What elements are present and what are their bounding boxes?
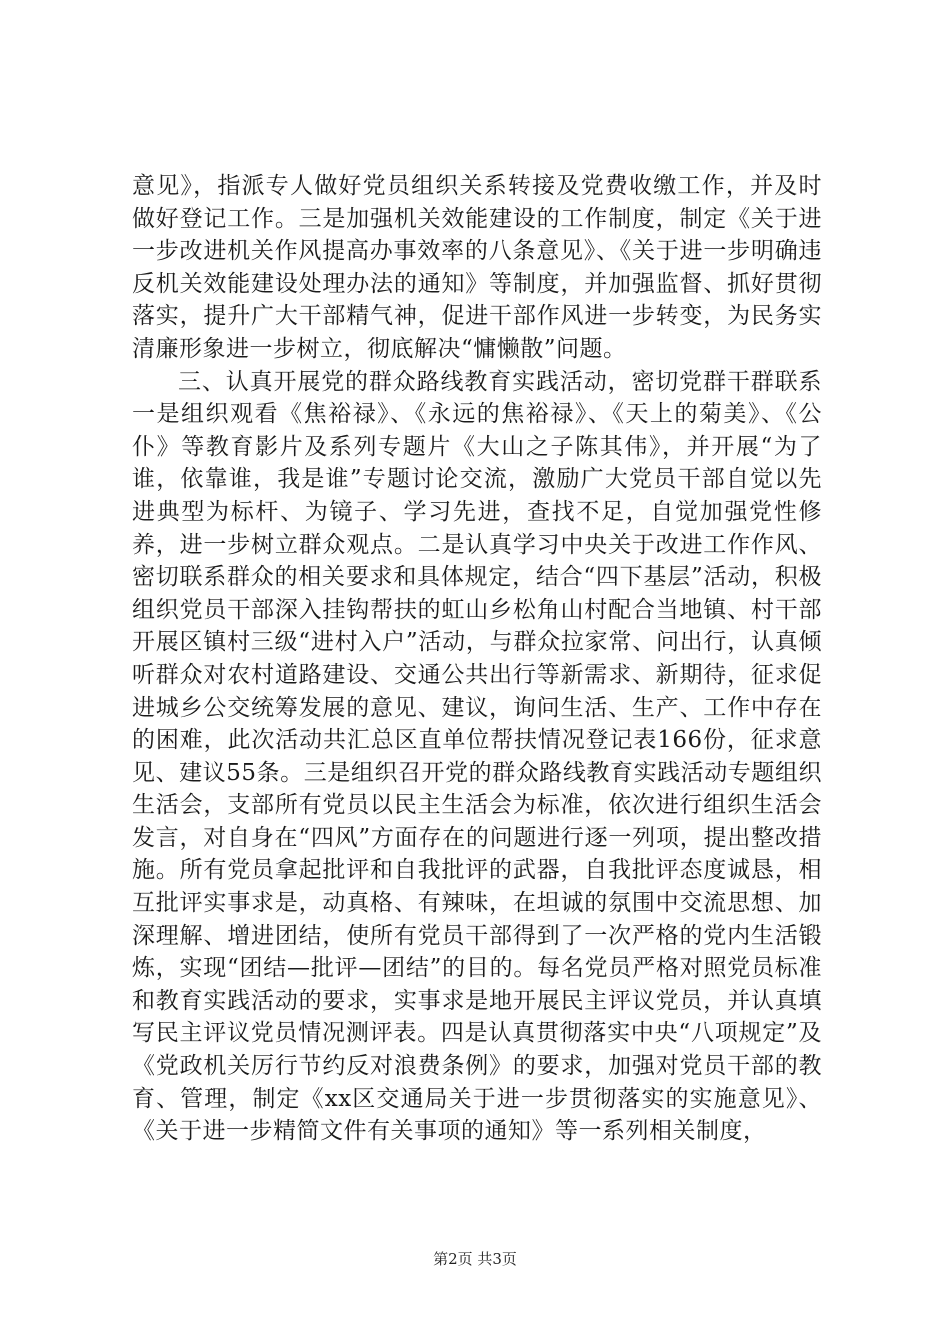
paragraph-section-three: 三、认真开展党的群众路线教育实践活动，密切党群干群联系一是组织观看《焦裕禄》、《永远的焦裕禄》、《天上的菊美》、《公仆》等教育影片及系列专题片《大山之子陈其伟》，并开展“为了谁，依靠谁，我是谁”专题讨论交流，激励广大党员干部自觉以先进典型为标杆、为镜子、学习先进，查找不足，自觉加强党性修养，进一步树立群众观点。二是认真学习中央关于改进工作作风、密切联系群众的相关要求和具体规定，结合“四下基层”活动，积极组织党员干部深入挂钩帮扶的虹山乡松角山村配合当地镇、村干部开展区镇村三级“进村入户”活动，与群众拉家常、问出行，认真倾听群众对农村道路建设、交通公共出行等新需求、新期待，征求促进城乡公交统筹发展的意见、建议，询问生活、生产、工作中存在的困难，此次活动共汇总区直单位帮扶情况登记表166份，征求意见、建议55条。三是组织召开党的群众路线教育实践活动专题组织生活会，支部所有党员以民主生活会为标准，依次进行组织生活会发言，对自身在“四风”方面存在的问题进行逐一列项，提出整改措施。所有党员拿起批评和自我批评的武器，自我批评态度诚恳，相互批评实事求是，动真格、有辣味，在坦诚的氛围中交流思想、加深理解、增进团结，使所有党员干部得到了一次严格的党内生活锻炼，实现“团结—批评—团结”的目的。每名党员严格对照党员标准和教育实践活动的要求，实事求是地开展民主评议党员，并认真填写民主评议党员情况测评表。四是认真贯彻落实中央“八项规定”及《党政机关厉行节约反对浪费条例》的要求，加强对党员干部的教育、管理，制定《xx区交通局关于进一步贯彻落实的实施意见》、《关于进一步精简文件有关事项的通知》等一系列相关制度，	[132, 368, 822, 1145]
paragraph-continuation: 意见》，指派专人做好党员组织关系转接及党费收缴工作，并及时做好登记工作。三是加强机关效能建设的工作制度，制定《关于进一步改进机关作风提高办事效率的八条意见》、《关于进一步明确违反机关效能建设处理办法的通知》等制度，并加强监督、抓好贯彻落实，提升广大干部精气神，促进干部作风进一步转变，为民务实清廉形象进一步树立，彻底解决“慵懒散”问题。	[132, 173, 822, 362]
page-number-footer: 第2页 共3页	[433, 1250, 517, 1268]
document-body	[132, 170, 822, 1148]
